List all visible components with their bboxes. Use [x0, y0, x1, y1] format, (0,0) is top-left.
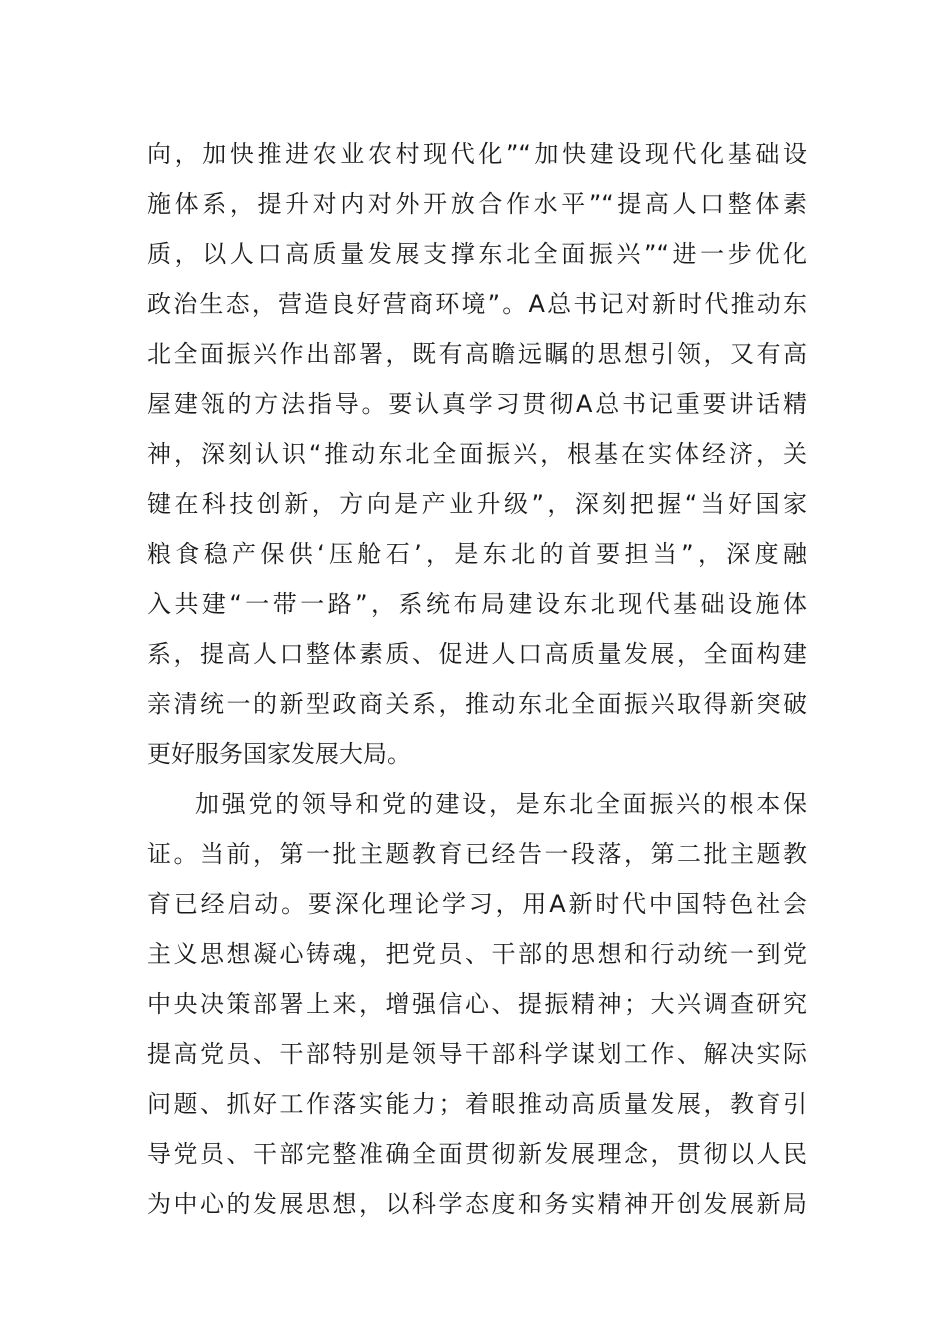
text-line: 提高党员、干部特别是领导干部科学谋划工作、解决实际 — [147, 1040, 807, 1068]
text-line: 系，提高人口整体素质、促进人口高质量发展，全面构建 — [147, 640, 807, 668]
text-line: 向，加快推进农业农村现代化”“加快建设现代化基础设 — [147, 140, 807, 168]
text-line: 证。当前，第一批主题教育已经告一段落，第二批主题教 — [147, 840, 807, 868]
text-line: 键在科技创新，方向是产业升级”，深刻把握“当好国家 — [147, 490, 807, 518]
text-line: 政治生态，营造良好营商环境”。A总书记对新时代推动东 — [147, 290, 807, 318]
text-line: 主义思想凝心铸魂，把党员、干部的思想和行动统一到党 — [147, 940, 807, 968]
text-line: 屋建瓴的方法指导。要认真学习贯彻A总书记重要讲话精 — [147, 390, 807, 418]
text-line: 粮食稳产保供‘压舱石’，是东北的首要担当”，深度融 — [147, 540, 807, 568]
text-line: 神，深刻认识“推动东北全面振兴，根基在实体经济，关 — [147, 440, 807, 468]
text-line: 中央决策部署上来，增强信心、提振精神；大兴调查研究 — [147, 990, 807, 1018]
text-line: 北全面振兴作出部署，既有高瞻远瞩的思想引领，又有高 — [147, 340, 807, 368]
text-line: 更好服务国家发展大局。 — [147, 740, 411, 768]
text-line: 育已经启动。要深化理论学习，用A新时代中国特色社会 — [147, 890, 807, 918]
text-line: 施体系，提升对内对外开放合作水平”“提高人口整体素 — [147, 190, 807, 218]
text-line: 为中心的发展思想，以科学态度和务实精神开创发展新局 — [147, 1190, 807, 1218]
text-line: 入共建“一带一路”，系统布局建设东北现代基础设施体 — [147, 590, 807, 618]
text-line: 导党员、干部完整准确全面贯彻新发展理念，贯彻以人民 — [147, 1140, 807, 1168]
text-line: 亲清统一的新型政商关系，推动东北全面振兴取得新突破 — [147, 690, 807, 718]
text-line: 问题、抓好工作落实能力；着眼推动高质量发展，教育引 — [147, 1090, 807, 1118]
text-line: 质，以人口高质量发展支撑东北全面振兴”“进一步优化 — [147, 240, 807, 268]
text-line: 加强党的领导和党的建设，是东北全面振兴的根本保 — [195, 790, 807, 818]
